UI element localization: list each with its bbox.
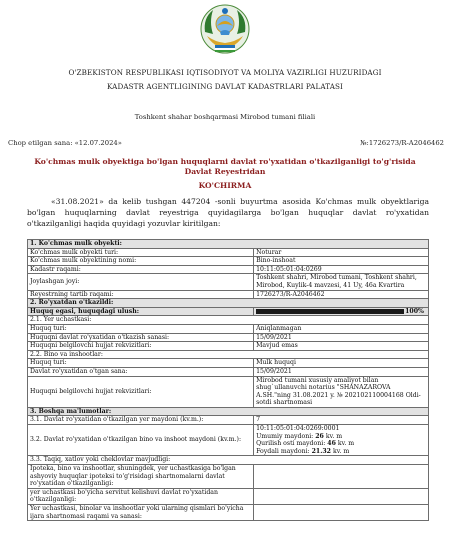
state-emblem-icon xyxy=(199,2,251,56)
row-value xyxy=(254,488,429,504)
row-label: Huquqni davlat ro'yxatidan o'tkazish sanasi: xyxy=(28,333,254,342)
row-label: 3.2. Davlat ro'yxatidan o'tkazilgan bino va inshoot maydoni (kv.m.): xyxy=(28,425,254,456)
section-header-row xyxy=(28,299,429,308)
subsection-row xyxy=(28,316,429,325)
row-value: Noturar xyxy=(254,248,429,257)
subsection-row xyxy=(28,350,429,359)
area-unit: kv. m xyxy=(325,432,343,440)
register-table xyxy=(27,239,429,521)
redaction-bar xyxy=(256,309,404,314)
row-label: Ko'chmas mulk obyekti turi: xyxy=(28,248,254,257)
table-row xyxy=(28,465,429,489)
total-area-value: 26 xyxy=(315,432,324,440)
table-row xyxy=(28,274,429,290)
table-row xyxy=(28,248,429,257)
table-row xyxy=(28,342,429,351)
row-value xyxy=(254,505,429,521)
print-date: Chop etilgan sana: «12.07.2024» xyxy=(8,139,122,147)
row-label: Kadastr raqami: xyxy=(28,265,254,274)
row-value: 15/09/2021 xyxy=(254,333,429,342)
row-value: Aniqlanmagan xyxy=(254,324,429,333)
table-row xyxy=(28,425,429,456)
table-row xyxy=(28,324,429,333)
row-value: Bino-inshoat xyxy=(254,257,429,266)
table-row xyxy=(28,257,429,266)
intro-text: «31.08.2021» da kelib tushgan 447204 -sonli buyurtma asosida Ko'chmas mulk obyektlariga bo'lgan huquqlarning davlat reyestriga quyidagilarga bo'lgan huquqlar davlat ro'yxatidan o'tkazilganligi haqida quyidagi yozuvlar kiritilgan: xyxy=(27,197,429,228)
document-subtitle: KO'CHIRMA xyxy=(198,181,252,190)
table-row xyxy=(28,367,429,376)
area-details xyxy=(254,425,429,456)
table-row xyxy=(28,359,429,368)
row-label: Huquq turi: xyxy=(28,359,254,368)
intro-paragraph xyxy=(27,196,429,229)
table-row xyxy=(28,416,429,425)
table-row xyxy=(28,333,429,342)
row-value: Mavjud emas xyxy=(254,342,429,351)
total-area-label: Umumiy maydoni: xyxy=(256,432,314,440)
subsection-row xyxy=(28,456,429,465)
agency-heading: KADASTR AGENTLIGINING DAVLAT KADASTRLARI PALATASI xyxy=(106,82,343,91)
row-label: Huquqni belgilovchi hujjat rekvizitlari: xyxy=(28,376,254,407)
row-value: 15/09/2021 xyxy=(254,367,429,376)
useful-area-line xyxy=(256,448,426,456)
subsection-buildings: 2.2. Bino va inshootlar: xyxy=(28,350,429,359)
table-row xyxy=(28,376,429,407)
table-row xyxy=(28,290,429,299)
area-cadastre: 10:11:05:01:04:0269:0001 xyxy=(256,425,340,433)
branch-heading: Toshkent shahar boshqarmasi Mirobod tumani filiali xyxy=(134,113,316,121)
useful-area-value: 21.32 xyxy=(311,447,331,455)
section-3-header: 3. Boshqa ma'lumotlar: xyxy=(28,407,429,416)
owner-value xyxy=(254,307,429,316)
row-value xyxy=(254,465,429,489)
table-row xyxy=(28,265,429,274)
row-label: Huquq turi: xyxy=(28,324,254,333)
table-row xyxy=(28,488,429,504)
row-label: Yer uchastkasi, binolar va inshootlar yoki ularning qismlari bo'yicha ijara shartnomasi raqami va sanasi: xyxy=(28,505,254,521)
title-document-value: Mirobod tumani xususiy amaliyot bilan shug`ullanuvchi notarius "SHANAZAROVA A.SH."ning 31.08.2021 y. № 202102110004168 Oldi-sotdi shartnomasi xyxy=(254,376,429,407)
row-value: 1726273/R-A2046462 xyxy=(254,290,429,299)
row-label: Huquqni belgilovchi hujjat rekvizitlari: xyxy=(28,342,254,351)
address-value: Toshkent shahri, Mirobod tumani, Toshkent shahri, Mirobod, Kuylik-4 mavzesi, 41 Uy, 46a Kvartira xyxy=(254,274,429,290)
document-number: №:1726273/R-A2046462 xyxy=(360,139,444,147)
subsection-land: 2.1. Yer uchastkasi: xyxy=(28,316,429,325)
owner-row xyxy=(28,307,429,316)
total-area-line xyxy=(256,433,426,441)
useful-area-label: Foydali maydoni: xyxy=(256,447,310,455)
owner-share: 100% xyxy=(405,307,424,315)
row-label: Reyestrning tartib raqami: xyxy=(28,290,254,299)
row-label: yer uchastkasi bo'yicha servitut kelishuvi davlat ro'yxatidan o'tkazilganligi: xyxy=(28,488,254,504)
ministry-heading: O'ZBEKISTON RESPUBLIKASI IQTISODIYOT VA MOLIYA VAZIRLIGI HUZURIDAGI xyxy=(68,68,382,77)
row-label: Huquq egasi, huquqdagi ulush: xyxy=(28,307,254,316)
section-header-row xyxy=(28,407,429,416)
row-label: Ipoteka, bino va inshootlar, shuningdek, yer uchastkasiga bo'lgan ashyoviy huquqlar ipoteksi to'g'risidagi shartnomalarni davlat ro'yxatidan o'tkazilganligi: xyxy=(28,465,254,489)
subsection-restrictions: 3.3. Taqiq, xatlov yoki cheklovlar mavjudligi: xyxy=(28,456,429,465)
row-label: Joylashgan joyi: xyxy=(28,274,254,290)
section-1-header: 1. Ko'chmas mulk obyekti: xyxy=(28,240,429,249)
table-row xyxy=(28,505,429,521)
document-title: Ko'chmas mulk obyektiga bo'lgan huquqlarni davlat ro'yxatidan o'tkazilganligi to'g'risida Davlat Reyestridan xyxy=(34,157,416,176)
section-header-row xyxy=(28,240,429,249)
row-value: 7 xyxy=(254,416,429,425)
built-area-line xyxy=(256,440,426,448)
built-area-label: Qurilish osti maydoni: xyxy=(256,440,326,448)
row-label: Ko'chmas mulk obyektining nomi: xyxy=(28,257,254,266)
row-label: Davlat ro'yxatidan o'tgan sana: xyxy=(28,367,254,376)
area-unit: kv. m xyxy=(332,447,350,455)
built-area-value: 46 xyxy=(327,440,336,448)
cadastre-number: 10:11:05:01:04:0269 xyxy=(254,265,429,274)
row-value: Mulk huquqi xyxy=(254,359,429,368)
section-2-header: 2. Ro'yxatdan o'tkazildi: xyxy=(28,299,429,308)
area-unit: kv. m xyxy=(337,440,355,448)
row-label: 3.1. Davlat ro'yxatidan o'tkazilgan yer maydoni (kv.m.): xyxy=(28,416,254,425)
